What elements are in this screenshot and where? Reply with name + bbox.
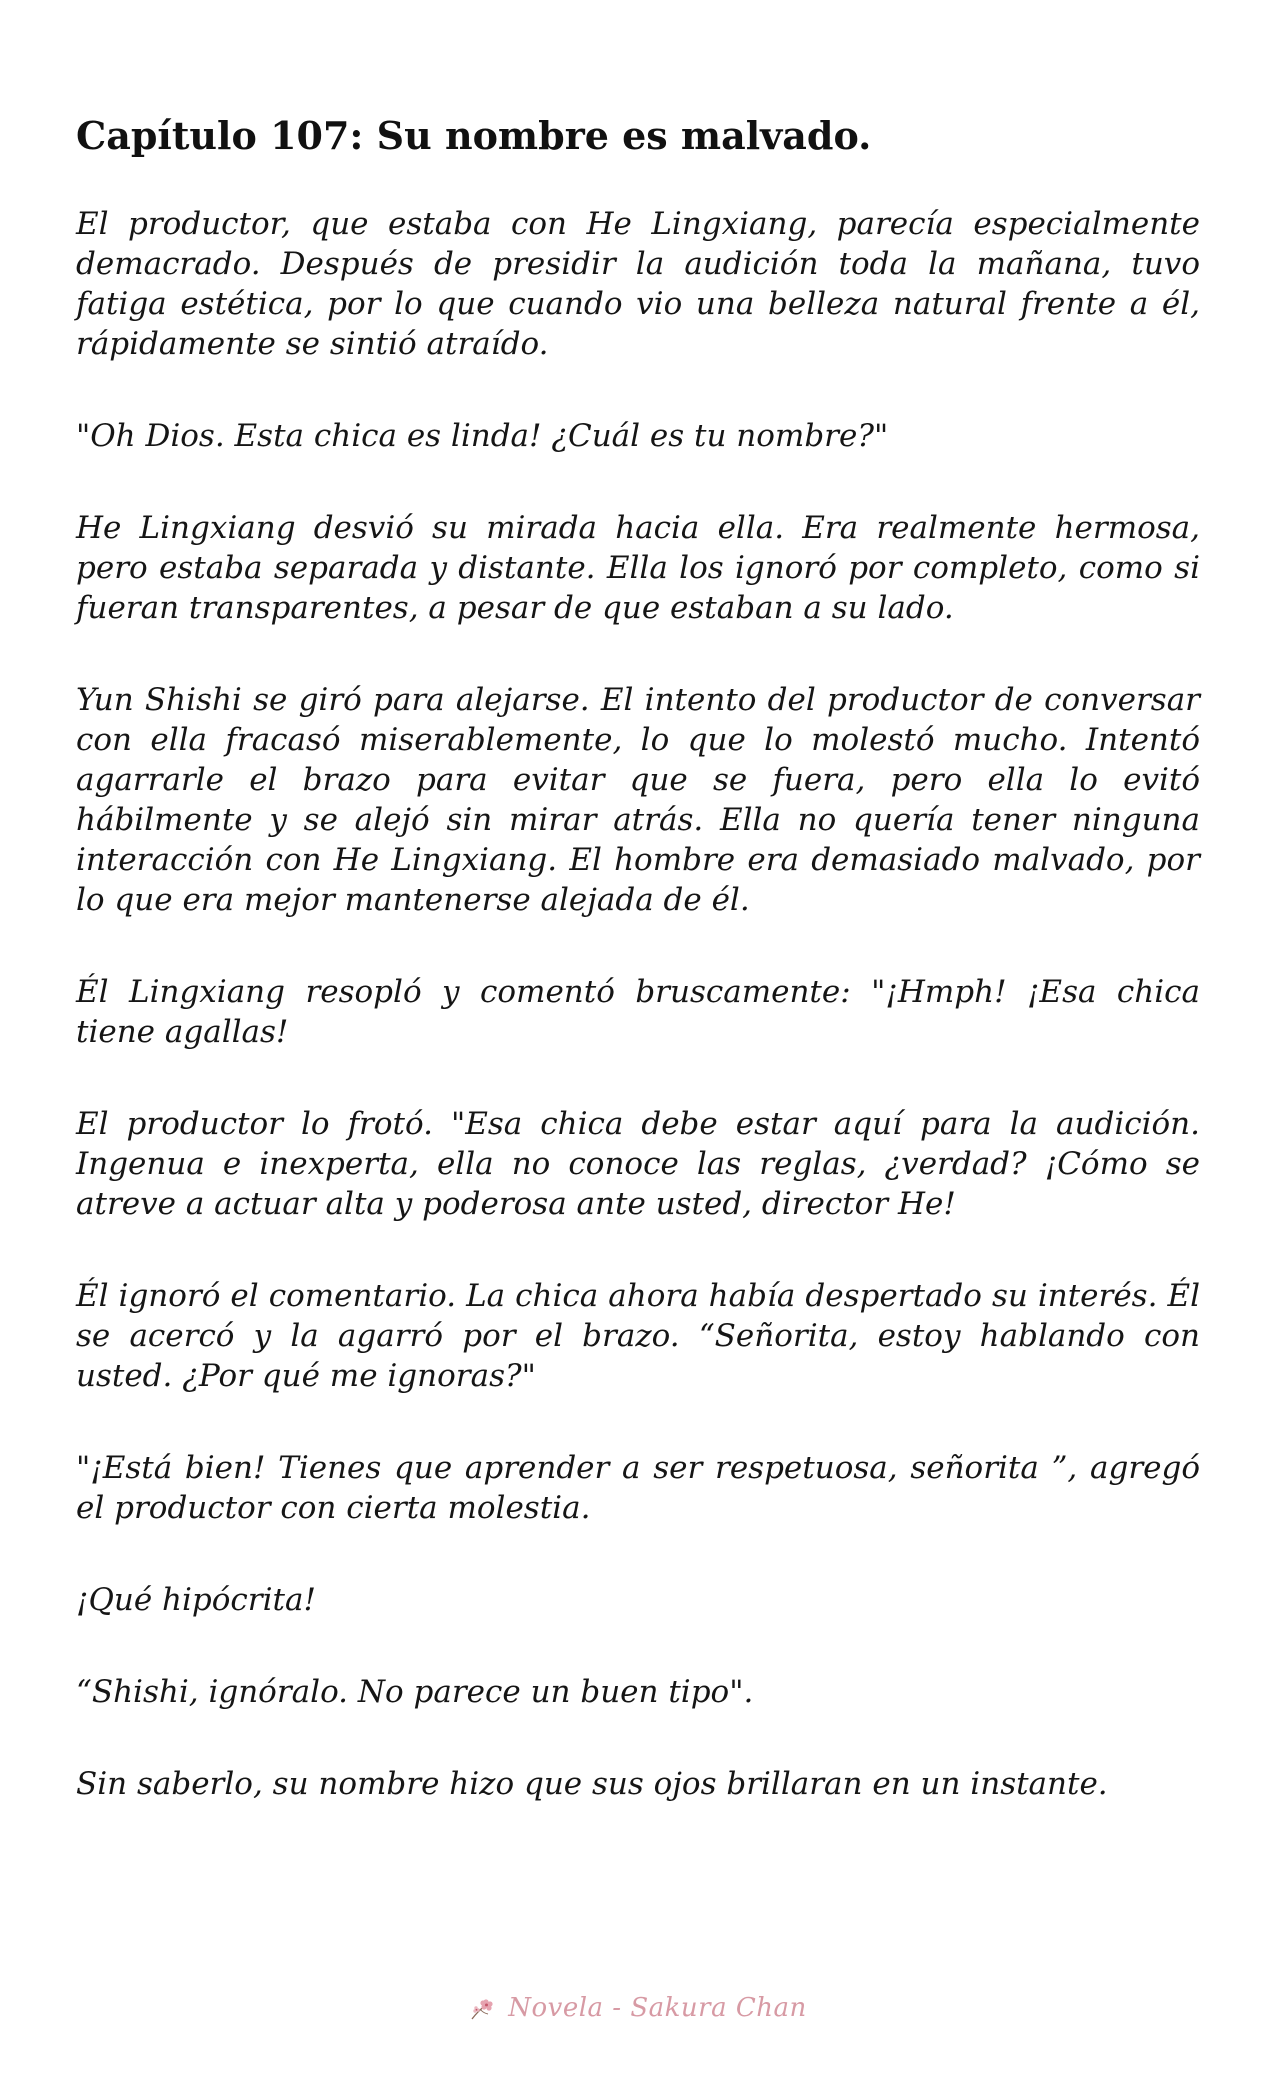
document-body (76, 112, 1200, 1804)
paragraph: Yun Shishi se giró para alejarse. El intento del productor de conversar con ella fracasó miserablemente, lo que lo molestó mucho. Intentó agarrarle el brazo para evitar que se fuera, pero ella lo evitó hábilmente y se alejó sin mirar atrás. Ella no quería tener ninguna interacción con He Lingxiang. El hombre era demasiado malvado, por lo que era mejor mantenerse alejada de él. (76, 682, 1200, 918)
paragraph: Sin saberlo, su nombre hizo que sus ojos brillaran en un instante. (76, 1766, 1108, 1802)
watermark-text: Novela - Sakura Chan (508, 1993, 807, 2023)
paragraph: ¡Qué hipócrita! (76, 1582, 316, 1618)
paragraph: Él ignoró el comentario. La chica ahora había despertado su interés. Él se acercó y la agarró por el brazo. “Señorita, estoy hablando con usted. ¿Por qué me ignoras?" (76, 1278, 1200, 1394)
paragraph: He Lingxiang desvió su mirada hacia ella. Era realmente hermosa, pero estaba separada y distante. Ella los ignoró por completo, como si fueran transparentes, a pesar de que estaban a su lado. (76, 510, 1200, 626)
sakura-flower-icon (468, 1993, 498, 2023)
chapter-title: Capítulo 107: Su nombre es malvado. (76, 113, 872, 158)
paragraph: "¡Está bien! Tienes que aprender a ser respetuosa, señorita ”, agregó el productor con cierta molestia. (76, 1450, 1200, 1526)
paragraph: El productor lo frotó. "Esa chica debe estar aquí para la audición. Ingenua e inexperta, ella no conoce las reglas, ¿verdad? ¡Cómo se atreve a actuar alta y poderosa ante usted, director He! (76, 1106, 1200, 1222)
watermark-footer (0, 1988, 1275, 2028)
paragraph: El productor, que estaba con He Lingxiang, parecía especialmente demacrado. Después de presidir la audición toda la mañana, tuvo fatiga estética, por lo que cuando vio una belleza natural frente a él, rápidamente se sintió atraído. (76, 206, 1200, 362)
paragraph: “Shishi, ignóralo. No parece un buen tipo". (76, 1674, 754, 1710)
paragraph: Él Lingxiang resopló y comentó bruscamente: "¡Hmph! ¡Esa chica tiene agallas! (76, 974, 1200, 1050)
paragraph: "Oh Dios. Esta chica es linda! ¿Cuál es tu nombre?" (76, 418, 889, 454)
